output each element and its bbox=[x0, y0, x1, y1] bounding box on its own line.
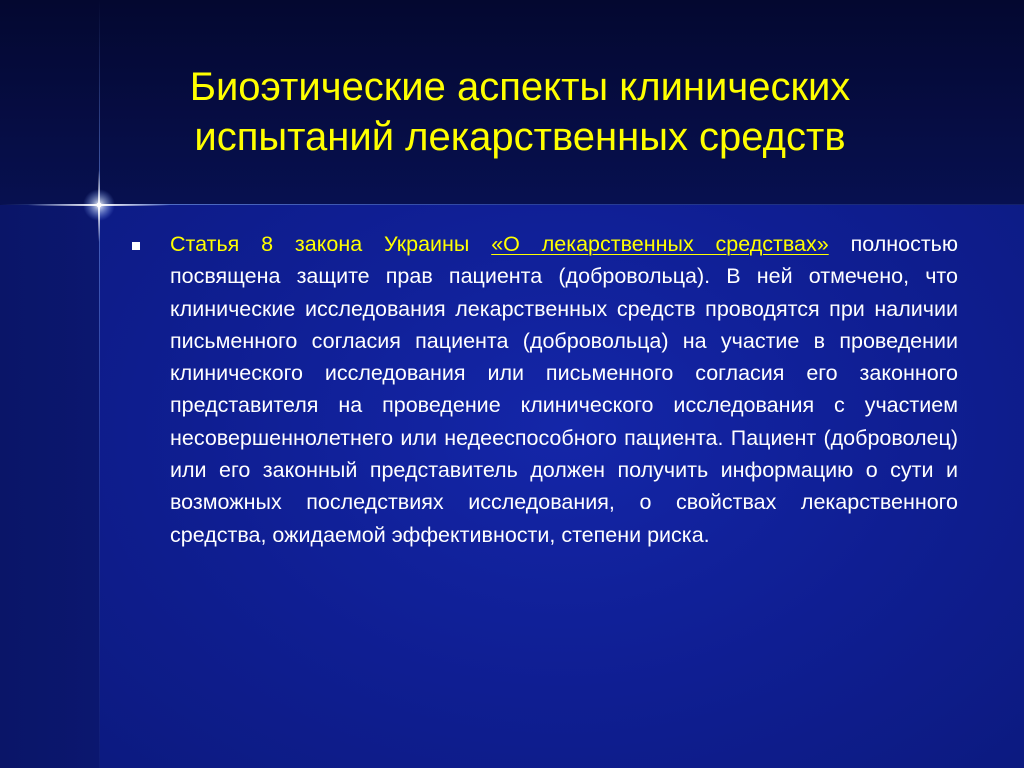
bullet-item bbox=[128, 228, 958, 551]
vertical-divider bbox=[99, 0, 100, 768]
square-bullet-icon bbox=[132, 242, 140, 250]
bullet-list bbox=[128, 228, 958, 551]
law-article-reference: Статья 8 закона Украины bbox=[170, 232, 470, 256]
slide-title: Биоэтические аспекты клинических испытаний лекарственных средств bbox=[189, 65, 851, 159]
left-band bbox=[0, 205, 100, 768]
law-title-link[interactable]: «О лекарственных средствах» bbox=[491, 232, 829, 256]
bullet-paragraph bbox=[170, 228, 958, 551]
horizontal-divider bbox=[0, 204, 1024, 205]
bullet-body-text: полностью посвящена защите прав пациента (добровольца). В ней отмечено, что клинические исследования лекарственных средств проводятся при наличии письменного согласия пациента (добровольца) на участие в проведении клинического исследования или письменного согласия его законного представителя на проведение клинического исследования с участием несовершеннолетнего или недееспособного пациента. Пациент (доброволец) или его законный представитель должен получить информацию о сути и возможных последствиях исследования, о свойствах лекарственного средства, ожидаемой эффективности, степени риска. bbox=[170, 232, 958, 547]
